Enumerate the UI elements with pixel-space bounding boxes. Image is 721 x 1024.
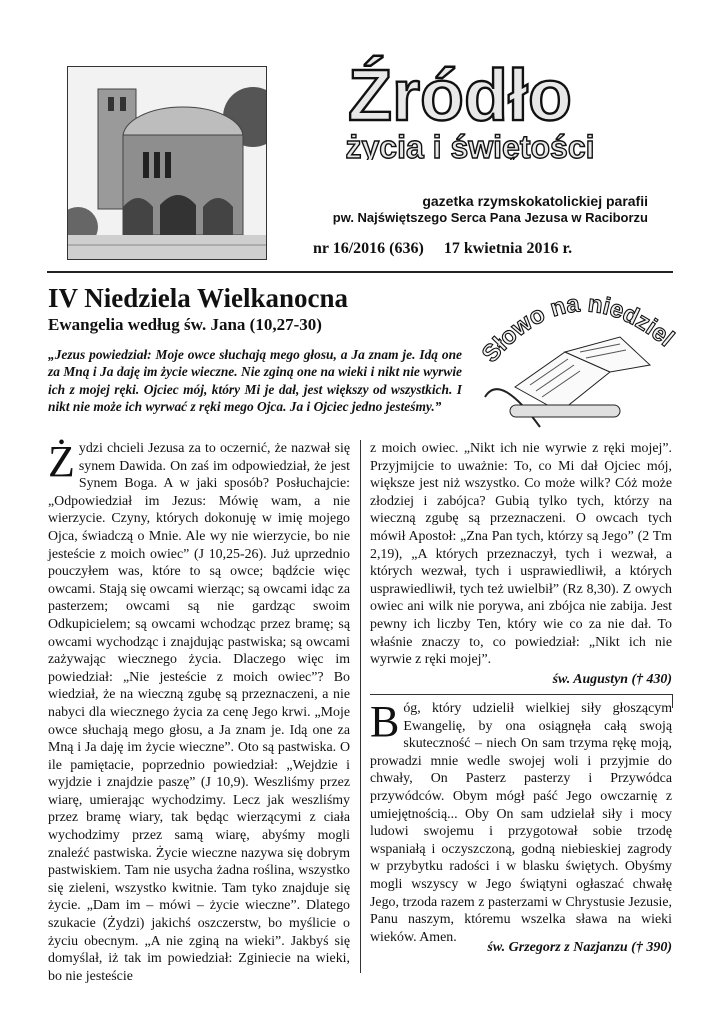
issue-date: 17 kwietnia 2016 r. [443, 240, 573, 257]
prayer-text: óg, który udzielił wielkiej siły głoszącym Ewangelię, by ona osiągnęła całą swoją skuteczność – niech On sam trzyma rękę moją, prowadzi mnie wedle swojej woli i przyjmie do chwały, On Pasterz pasterzy i Przywódca przywódców. Obym mógł paść Jego owczarnię z umiejętnością... Oby On sam udzielał siły i mocy ludowi swojemu i przygotował sobie trzodę wspaniałą i oczyszczoną, godną niebieskiej zagrody w przybytku radości i w blasku świętych. Obyśmy mogli wszyscy w Jego świątyni ogłaszać chwałę Jego, trzoda razem z pasterzami w Chrystusie Jezusie, Panu naszym, któremu wszelka sława na wieki wieków. Amen. [370, 701, 672, 945]
column-left-paragraph [48, 437, 350, 985]
gospel-quote [48, 346, 462, 416]
parish-line: pw. Najświętszego Serca Pana Jezusa w Raciborzu [332, 210, 648, 225]
dropcap-z: Ż [48, 437, 75, 486]
church-photo [67, 66, 267, 260]
masthead [285, 50, 645, 160]
gospel-reference: Ewangelia według św. Jana (10,27-30) [48, 315, 322, 334]
issue-line [313, 240, 653, 258]
publication-line: gazetka rzymskokatolickiej parafii [422, 193, 648, 209]
prayer-box-side-rule [672, 694, 673, 708]
column-left-text: ydzi chcieli Jezusa za to oczernić, że nazwał się synem Dawida. On zaś im odpowiedział, że jest Synem Boga. A w jaki sposób? Posłuchajcie: „Odpowiedział im Jezus: Mówię wam, a nie wierzycie. Czyny, których dokonuję w imię mojego Ojca, świadczą o Mnie. Ale wy nie wierzycie, bo nie jesteście z moich owiec” (J 10,25-26). Już uprzednio pouczyłem was, które to są owce; bądźcie więc owcami. Stają się owcami wierząc; są owcami idąc za pasterzem; owcami są nie gardząc swoim Odkupicielem; są owcami wchodząc przez bramę; są owcami wychodząc i znajdując pastwiska; są owcami zażywając wiecznego życia. Dlaczego więc im powiedział: „Nie jesteście z moich owiec”? Bo wiedział, że na wieczną zgubę są przeznaczeni, a nie nabyci dla wiecznego życia za cenę Jego krwi. „Moje owce słuchają mego głosu, a Ja znam je. Idą one za Mną i Ja daję im życie wieczne”. Oto są pastwiska. O ile pamiętacie, poprzednio powiedział: „Wejdzie i wyjdzie i znajdzie paszę” (J 10,9). Weszliśmy przez wiarę, umierając wychodzimy. Lecz jak weszliśmy przez bramę wiary, tak będąc wierzącymi z ciała wychodzimy przez samą wiarę, abyśmy mogli znaleźć pastwiska. Życie wieczne nazywa się dobrym pastwiskiem. Tam nie usycha żadna roślina, wszystko się zieleni, wszystko kwitnie. Tam tyko znajduje się życie. „Dam im – mówi – życie wieczne”. Dlatego szukacie (Żydzi) jakichś oszczerstw, bo myślicie o życiu obecnym. „A nie zginą na wieki”. Jakbyś się domyślał, iż tak im powiedział: Zginiecie na wieki, bo nie jesteście [48, 441, 350, 984]
sunday-word-graphic [470, 277, 680, 437]
augustine-signature: św. Augustyn († 430) [552, 671, 672, 687]
issue-number: nr 16/2016 (636) [313, 240, 424, 257]
sunday-word-text: Słowo na niedziel [476, 290, 680, 368]
article-title: IV Niedziela Wielkanocna [48, 283, 349, 313]
masthead-title: Źródło [348, 56, 572, 136]
gospel-quote-text: „Jezus powiedział: Moje owce słuchają mego głosu, a Ja znam je. Idą one za Mną i Ja daję im życie wieczne. Nie zginą one na wieki i nikt nie wyrwie ich z mojej ręki. Ojciec mój, który Mi je dał, jest większy od wszystkich. I nikt nie może ich wyrwać z ręki mego Ojca. Ja i Ojciec jedno jesteśmy.” [48, 347, 462, 415]
prayer-box-top-rule [370, 694, 672, 695]
dropcap-b: B [370, 697, 400, 746]
article-column-left [48, 437, 350, 985]
header-divider [47, 271, 673, 273]
masthead-subtitle: życia i świętości [345, 129, 595, 160]
column-divider [360, 440, 361, 973]
column-right-text: z moich owiec. „Nikt ich nie wyrwie z ręki mojej”. Przyjmijcie to uważnie: To, co Mi dał Ojciec mój, większe jest niż wszystko. Co może wilk? Cóż może złodziej i zabójca? Gubią tylko tych, którzy na wieczną zgubę są przeznaczeni. O owcach tych mówił Apostoł: „Zna Pan tych, którzy są Jego” (2 Tm 2,19), „A których przeznaczył, tych i wezwał, a których wezwał, tych i usprawiedliwił, a których usprawiedliwił, tych też uwielbił” (Rz 8,30). Z owych owiec ani wilk nie porywa, ani zbójca nie zabija. Jest pewny ich liczby Ten, który wie co za nie dał. To właśnie znaczy to, co powiedział: „Nikt ich nie wyrwie z ręki mojej”. [370, 441, 672, 668]
prayer-paragraph [370, 697, 672, 946]
prayer-block [370, 697, 672, 946]
gregory-signature: św. Grzegorz z Nazjanzu († 390) [487, 940, 672, 955]
article-column-right [370, 440, 672, 688]
